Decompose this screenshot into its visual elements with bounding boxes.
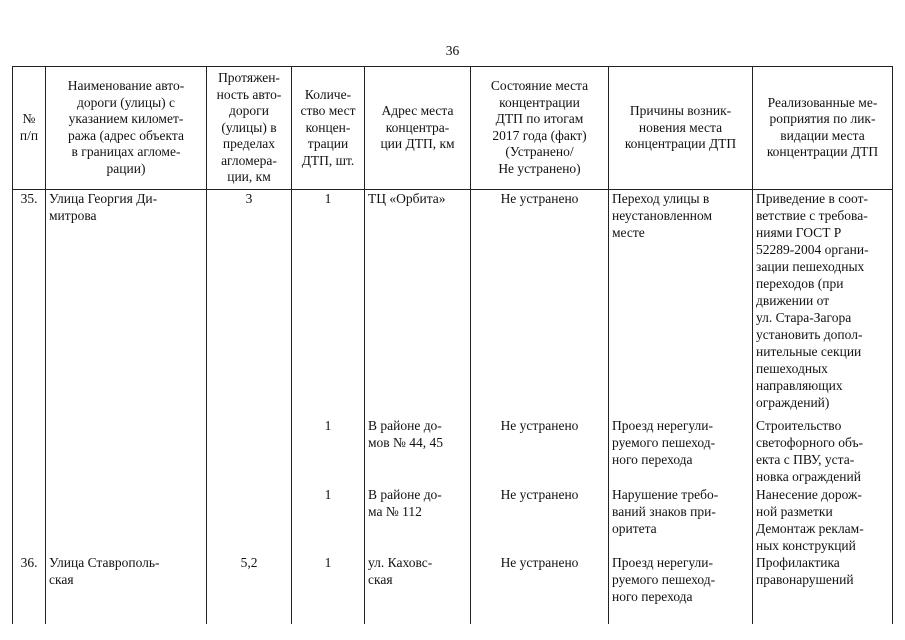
row-count: 1 [292,486,365,554]
row-measures: Профилактика правонарушений [753,554,893,624]
row-cause: Проезд нерегули- руемого пешеход- ного перехода [609,554,753,624]
row-cause: Переход улицы в неустановленном месте [609,189,753,417]
row-state: Не устранено [471,486,609,554]
row-cause: Проезд нерегули- руемого пешеход- ного перехода [609,417,753,486]
row-address: В районе до- мов № 44, 45 [365,417,471,486]
header-cause: Причины возник- новения места концентрации ДТП [609,67,753,190]
header-measures: Реализованные ме- роприятия по лик- видации места концентрации ДТП [753,67,893,190]
row-address: ТЦ «Орбита» [365,189,471,417]
header-row [13,67,893,190]
row-num [13,486,46,554]
header-num: № п/п [13,67,46,190]
row-length [207,486,292,554]
row-address: В районе до- ма № 112 [365,486,471,554]
row-state: Не устранено [471,554,609,624]
row-count: 1 [292,554,365,624]
row-count: 1 [292,417,365,486]
header-address: Адрес места концентра- ции ДТП, км [365,67,471,190]
header-road: Наименование авто- дороги (улицы) с указанием километ- ража (адрес объекта в границах агломе- рации) [46,67,207,190]
header-length: Протяжен- ность авто- дороги (улицы) в пределах агломера- ции, км [207,67,292,190]
table-row [13,486,893,554]
row-cause: Нарушение требо- ваний знаков при- оритета [609,486,753,554]
row-measures: Нанесение дорож- ной разметки Демонтаж реклам- ных конструкций [753,486,893,554]
row-measures: Приведение в соот- ветствие с требова- ниями ГОСТ Р 52289-2004 органи- зации пешеходных переходов (при движении от ул. Стара-Загора установить допол- нительные секции пешеходных направляющих ограждений) [753,189,893,417]
dtp-table [12,66,893,624]
row-address: ул. Каховс- ская [365,554,471,624]
row-road [46,417,207,486]
row-num: 35. [13,189,46,417]
header-count: Количе- ство мест концен- трации ДТП, шт. [292,67,365,190]
row-num [13,417,46,486]
header-state: Состояние места концентрации ДТП по итогам 2017 года (факт) (Устранено/ Не устранено) [471,67,609,190]
table-row [13,554,893,624]
row-measures: Строительство светофорного объ- екта с ПВУ, уста- новка ограждений [753,417,893,486]
row-road: Улица Ставрополь- ская [46,554,207,624]
row-road: Улица Георгия Ди- митрова [46,189,207,417]
row-length: 3 [207,189,292,417]
row-length: 5,2 [207,554,292,624]
table-row [13,417,893,486]
row-num: 36. [13,554,46,624]
row-count: 1 [292,189,365,417]
table-row [13,189,893,417]
row-length [207,417,292,486]
page-number: 36 [445,43,460,58]
row-state: Не устранено [471,417,609,486]
row-road [46,486,207,554]
row-state: Не устранено [471,189,609,417]
